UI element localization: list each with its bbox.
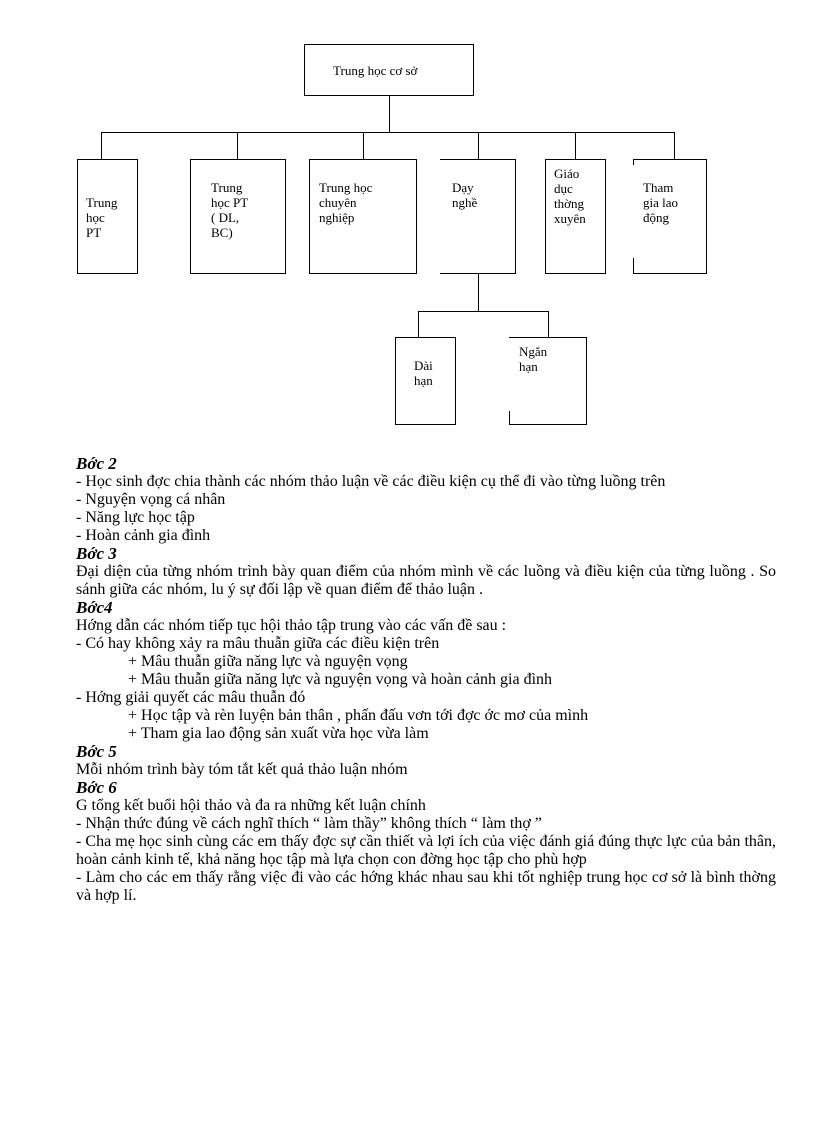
connector-down-3 (363, 132, 364, 159)
connector-down-5 (575, 132, 576, 159)
step-2-title: Bớc 2 (76, 454, 117, 473)
step-2-line: - Học sinh đợc chia thành các nhóm thảo luận về các điều kiện cụ thể đi vào từng luồng trên (76, 473, 666, 490)
connector-sub-down-2 (548, 311, 549, 337)
step-5-line: Mỗi nhóm trình bày tóm tắt kết quả thảo luận nhóm (76, 761, 408, 778)
sub-label-2: Ngắn hạn (519, 344, 548, 374)
step-4-title: Bớc4 (76, 598, 113, 617)
sub-box-2-left-stub (509, 411, 510, 425)
root-label: Trung học cơ sở (333, 63, 418, 78)
branch-label-3: Trung học chuyên nghiệp (319, 180, 373, 225)
step-2-line: - Nguyện vọng cá nhân (76, 491, 226, 508)
step-3-line: Đại diện của từng nhóm trình bày quan điểm của nhóm mình về các luồng và điều kiện của từng luồng . So sánh giữa các nhóm, lu ý sự đối lập về quan điểm để thảo luận . (76, 563, 776, 598)
connector-root-down (389, 96, 390, 132)
connector-sub-down-1 (418, 311, 419, 337)
step-6-line: - Cha mẹ học sinh cùng các em thấy đợc sự cần thiết và lợi ích của việc đánh giá đúng thực lực của bản thân, hoàn cảnh kinh tế, khả năng học tập mà lựa chọn con đờng học tập cho phù hợp (76, 833, 776, 868)
step-6-title: Bớc 6 (76, 778, 117, 797)
branch-box-4 (440, 159, 516, 274)
branch-label-6: Tham gia lao động (643, 180, 679, 225)
step-6-line: - Nhận thức đúng về cách nghĩ thích “ làm thầy” không thích “ làm thợ ” (76, 815, 542, 832)
step-2-line: - Hoàn cảnh gia đình (76, 527, 211, 544)
step-4-sub-item: + Học tập và rèn luyện bản thân , phấn đấu vơn tới đợc ớc mơ của mình (128, 707, 589, 724)
step-6-line: G tổng kết buổi hội thảo và đa ra những kết luận chính (76, 797, 426, 814)
branch-label-4: Dạy nghề (452, 180, 478, 210)
branch-box-6-left-stub-top (633, 159, 634, 165)
connector-sub-down (478, 274, 479, 311)
step-2-line: - Năng lực học tập (76, 509, 195, 526)
document-body (76, 455, 776, 905)
step-4-sub-item: + Mâu thuẫn giữa năng lực và nguyện vọng và hoàn cảnh gia đình (128, 671, 553, 688)
sub-label-1: Dài hạn (414, 358, 433, 388)
connector-horizontal (101, 132, 675, 133)
branch-label-5: Giáo dục thờng xuyên (554, 166, 586, 226)
step-4-line: - Có hay không xảy ra mâu thuẫn giữa các điều kiện trên (76, 635, 440, 652)
connector-down-2 (237, 132, 238, 159)
step-5-title: Bớc 5 (76, 742, 117, 761)
branch-box-6-left-stub-bottom (633, 258, 634, 274)
step-3-title: Bớc 3 (76, 544, 117, 563)
step-4-line: Hớng dẫn các nhóm tiếp tục hội thảo tập trung vào các vấn đề sau : (76, 617, 507, 634)
step-4-line: - Hớng giải quyết các mâu thuẫn đó (76, 689, 306, 706)
branch-label-2: Trung học PT ( DL, BC) (211, 180, 249, 240)
branch-label-1: Trung học PT (86, 195, 118, 240)
step-4-sub-item: + Tham gia lao động sản xuất vừa học vừa làm (128, 725, 429, 742)
connector-down-6 (674, 132, 675, 159)
connector-sub-horizontal (418, 311, 549, 312)
step-4-sub-item: + Mâu thuẫn giữa năng lực và nguyện vọng (128, 653, 408, 670)
connector-down-1 (101, 132, 102, 159)
step-6-line: - Làm cho các em thấy rằng việc đi vào các hớng khác nhau sau khi tốt nghiệp trung học cơ sở là bình thờng và hợp lí. (76, 869, 776, 904)
connector-down-4 (478, 132, 479, 159)
